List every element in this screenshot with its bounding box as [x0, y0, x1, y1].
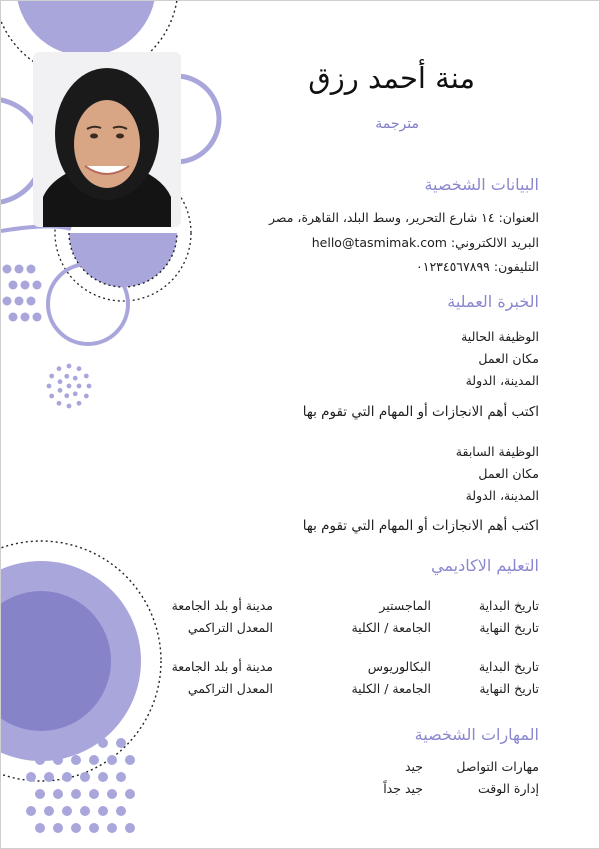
person-name: منة أحمد رزق [308, 61, 475, 95]
personal-info-heading: البيانات الشخصية [424, 175, 539, 194]
edu-gpa-1: المعدل التراكمي [187, 620, 273, 635]
decor-dot [62, 806, 72, 816]
edu-institution-1: الجامعة / الكلية [351, 620, 431, 635]
decor-dot [64, 374, 69, 379]
decor-dot [67, 364, 72, 369]
decor-dot [3, 297, 12, 306]
decor-dot [84, 394, 89, 399]
edu-end-2: تاريخ النهاية [479, 681, 539, 696]
decor-dot [71, 755, 81, 765]
decor-dot [53, 823, 63, 833]
decor-dot [89, 755, 99, 765]
edu-city-1: مدينة أو بلد الجامعة [171, 598, 273, 613]
decor-dot [44, 806, 54, 816]
decor-dot [107, 755, 117, 765]
job-title-2: الوظيفة السابقة [455, 444, 539, 459]
address-label: العنوان: [498, 210, 539, 225]
decor-dot [125, 789, 135, 799]
edu-degree-1: الماجستير [379, 598, 431, 613]
decor-dot [80, 772, 90, 782]
decor-dot [67, 404, 72, 409]
profile-photo [33, 52, 181, 227]
edu-city-2: مدينة أو بلد الجامعة [171, 659, 273, 674]
decor-dot [57, 401, 62, 406]
lower-ring [48, 264, 128, 344]
job-location-1: المدينة، الدولة [465, 373, 539, 388]
address-value: ١٤ شارع التحرير، وسط البلد، القاهرة، مصر [269, 210, 495, 225]
decor-dot [71, 823, 81, 833]
decor-dot [89, 789, 99, 799]
decor-dot [27, 265, 36, 274]
skill-name-1: مهارات التواصل [456, 759, 539, 774]
job-description-2: اكتب أهم الانجازات أو المهام التي تقوم بها [302, 518, 539, 534]
decor-dot [84, 374, 89, 379]
edu-end-1: تاريخ النهاية [479, 620, 539, 635]
decor-dot [116, 772, 126, 782]
decor-dot [73, 376, 78, 381]
decor-dot [77, 401, 82, 406]
job-place-1: مكان العمل [478, 351, 539, 366]
decor-dot [49, 374, 54, 379]
decor-dot [98, 806, 108, 816]
decor-dot [125, 755, 135, 765]
decor-dot [77, 366, 82, 371]
decor-dot [35, 755, 45, 765]
decor-dot [35, 823, 45, 833]
decor-dot [89, 823, 99, 833]
decor-dot [49, 394, 54, 399]
decor-dot [15, 265, 24, 274]
phone-line [416, 259, 539, 274]
edu-degree-2: البكالوريوس [367, 659, 431, 674]
job-place-2: مكان العمل [478, 466, 539, 481]
skill-level-2: جيد جداً [383, 781, 423, 796]
decor-dot [80, 806, 90, 816]
decor-dot [62, 738, 72, 748]
decor-dot [47, 384, 52, 389]
decor-dot [33, 281, 42, 290]
decor-dot [80, 738, 90, 748]
decor-dot [62, 772, 72, 782]
decor-dot [21, 281, 30, 290]
phone-label: التليفون: [493, 259, 539, 274]
edu-gpa-2: المعدل التراكمي [187, 681, 273, 696]
decor-dot [71, 789, 81, 799]
decor-dot [44, 738, 54, 748]
top-decor-circle [16, 1, 156, 56]
decor-dot [64, 393, 69, 398]
decor-dot [9, 313, 18, 322]
email-line [312, 235, 539, 250]
decor-dot [35, 789, 45, 799]
job-description-1: اكتب أهم الانجازات أو المهام التي تقوم بها [302, 404, 539, 420]
decor-dot [33, 313, 42, 322]
decor-dot [26, 806, 36, 816]
decor-dot [107, 789, 117, 799]
decor-dot [57, 366, 62, 371]
decor-dot [53, 789, 63, 799]
job-title: مترجمة [375, 116, 419, 132]
job-title-1: الوظيفة الحالية [461, 329, 539, 344]
decor-dot [15, 297, 24, 306]
decor-dot [116, 806, 126, 816]
address-line [269, 210, 539, 225]
decor-dot [116, 738, 126, 748]
education-heading: التعليم الاكاديمي [431, 556, 539, 575]
skill-name-2: إدارة الوقت [477, 781, 539, 796]
decor-dot [53, 755, 63, 765]
decor-dot [107, 823, 117, 833]
decor-dot [21, 313, 30, 322]
skill-level-1: جيد [404, 759, 423, 774]
decor-dot [98, 772, 108, 782]
email-label: البريد الالكتروني: [450, 235, 539, 250]
decor-dot [58, 379, 63, 384]
decor-dot [98, 738, 108, 748]
decor-dot [125, 823, 135, 833]
decor-dot [58, 388, 63, 393]
half-circle [69, 233, 177, 287]
job-location-2: المدينة، الدولة [465, 488, 539, 503]
decor-dot [3, 265, 12, 274]
phone-value: ٠١٢٣٤٥٦٧٨٩٩ [416, 259, 490, 274]
decor-dot [9, 281, 18, 290]
edu-start-2: تاريخ البداية [478, 659, 539, 674]
decor-dot [67, 384, 72, 389]
decor-dot [87, 384, 92, 389]
email-value[interactable]: hello@tasmimak.com [311, 235, 447, 250]
skills-heading: المهارات الشخصية [414, 725, 539, 744]
decor-dot [26, 738, 36, 748]
decor-dot [77, 384, 82, 389]
decor-dot [44, 772, 54, 782]
experience-heading: الخبرة العملية [447, 292, 539, 311]
decor-dot [27, 297, 36, 306]
edu-institution-2: الجامعة / الكلية [351, 681, 431, 696]
decor-dot [26, 772, 36, 782]
decor-dot [73, 391, 78, 396]
edu-start-1: تاريخ البداية [478, 598, 539, 613]
